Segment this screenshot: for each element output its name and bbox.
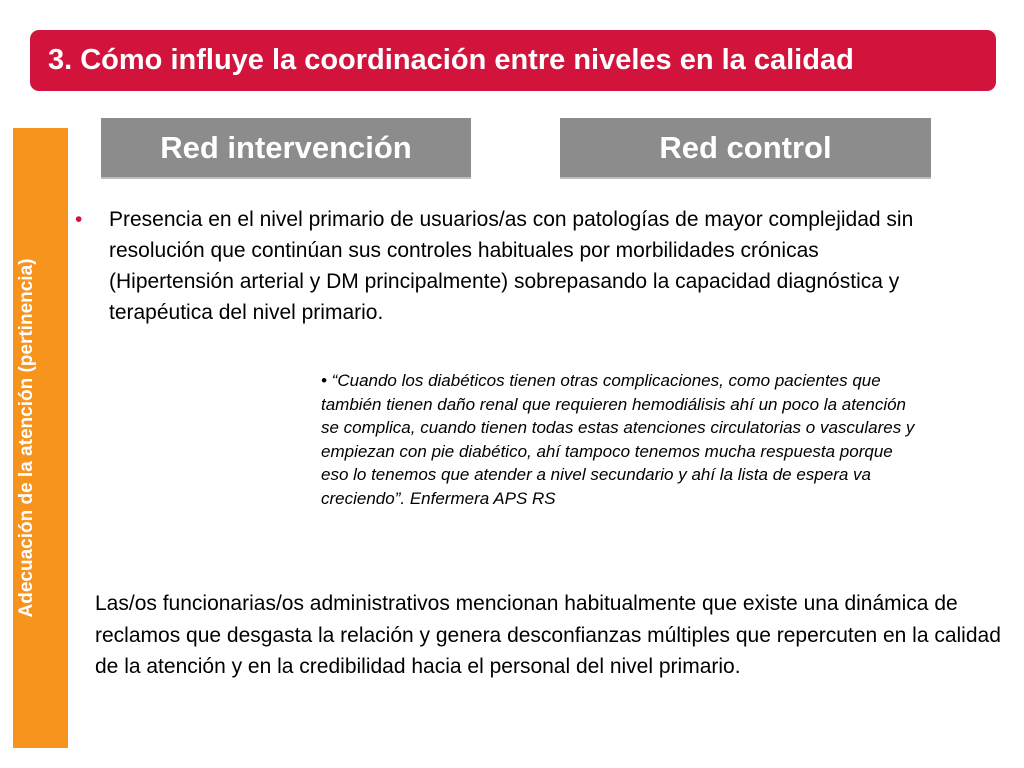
header-red-intervencion: Red intervención bbox=[101, 118, 471, 179]
title-banner bbox=[30, 30, 996, 91]
main-bullet-point bbox=[75, 204, 935, 328]
main-bullet-text: Presencia en el nivel primario de usuarios/as con patologías de mayor complejidad sin resolución que continúan sus controles habituales por morbilidades crónicas (Hipertensión arterial y DM principalmente) sobrepasando la capacidad diagnóstica y terapéutica del nivel primario. bbox=[109, 208, 914, 324]
side-category-label: Adecuación de la atención (pertinencia) bbox=[16, 258, 37, 618]
header-red-control: Red control bbox=[560, 118, 931, 179]
bullet-marker: • bbox=[75, 208, 83, 231]
slide-title: 3. Cómo influye la coordinación entre niveles en la calidad bbox=[48, 44, 854, 76]
summary-paragraph: Las/os funcionarias/os administrativos mencionan habitualmente que existe una dinámica de reclamos que desgasta la relación y genera desconfianzas múltiples que repercuten en la calidad de la atención y en la credibilidad hacia el personal del nivel primario. bbox=[95, 592, 1001, 678]
interview-quote: • “Cuando los diabéticos tienen otras complicaciones, como pacientes que también tienen daño renal que requieren hemodiálisis ahí un poco la atención se complica, cuando tienen todas estas atenciones circulatorias o vasculares y empiezan con pie diabético, ahí tampoco tenemos mucha respuesta porque eso lo tenemos que atender a nivel secundario y ahí la lista de espera va creciendo”. Enfermera APS RS bbox=[321, 371, 915, 508]
